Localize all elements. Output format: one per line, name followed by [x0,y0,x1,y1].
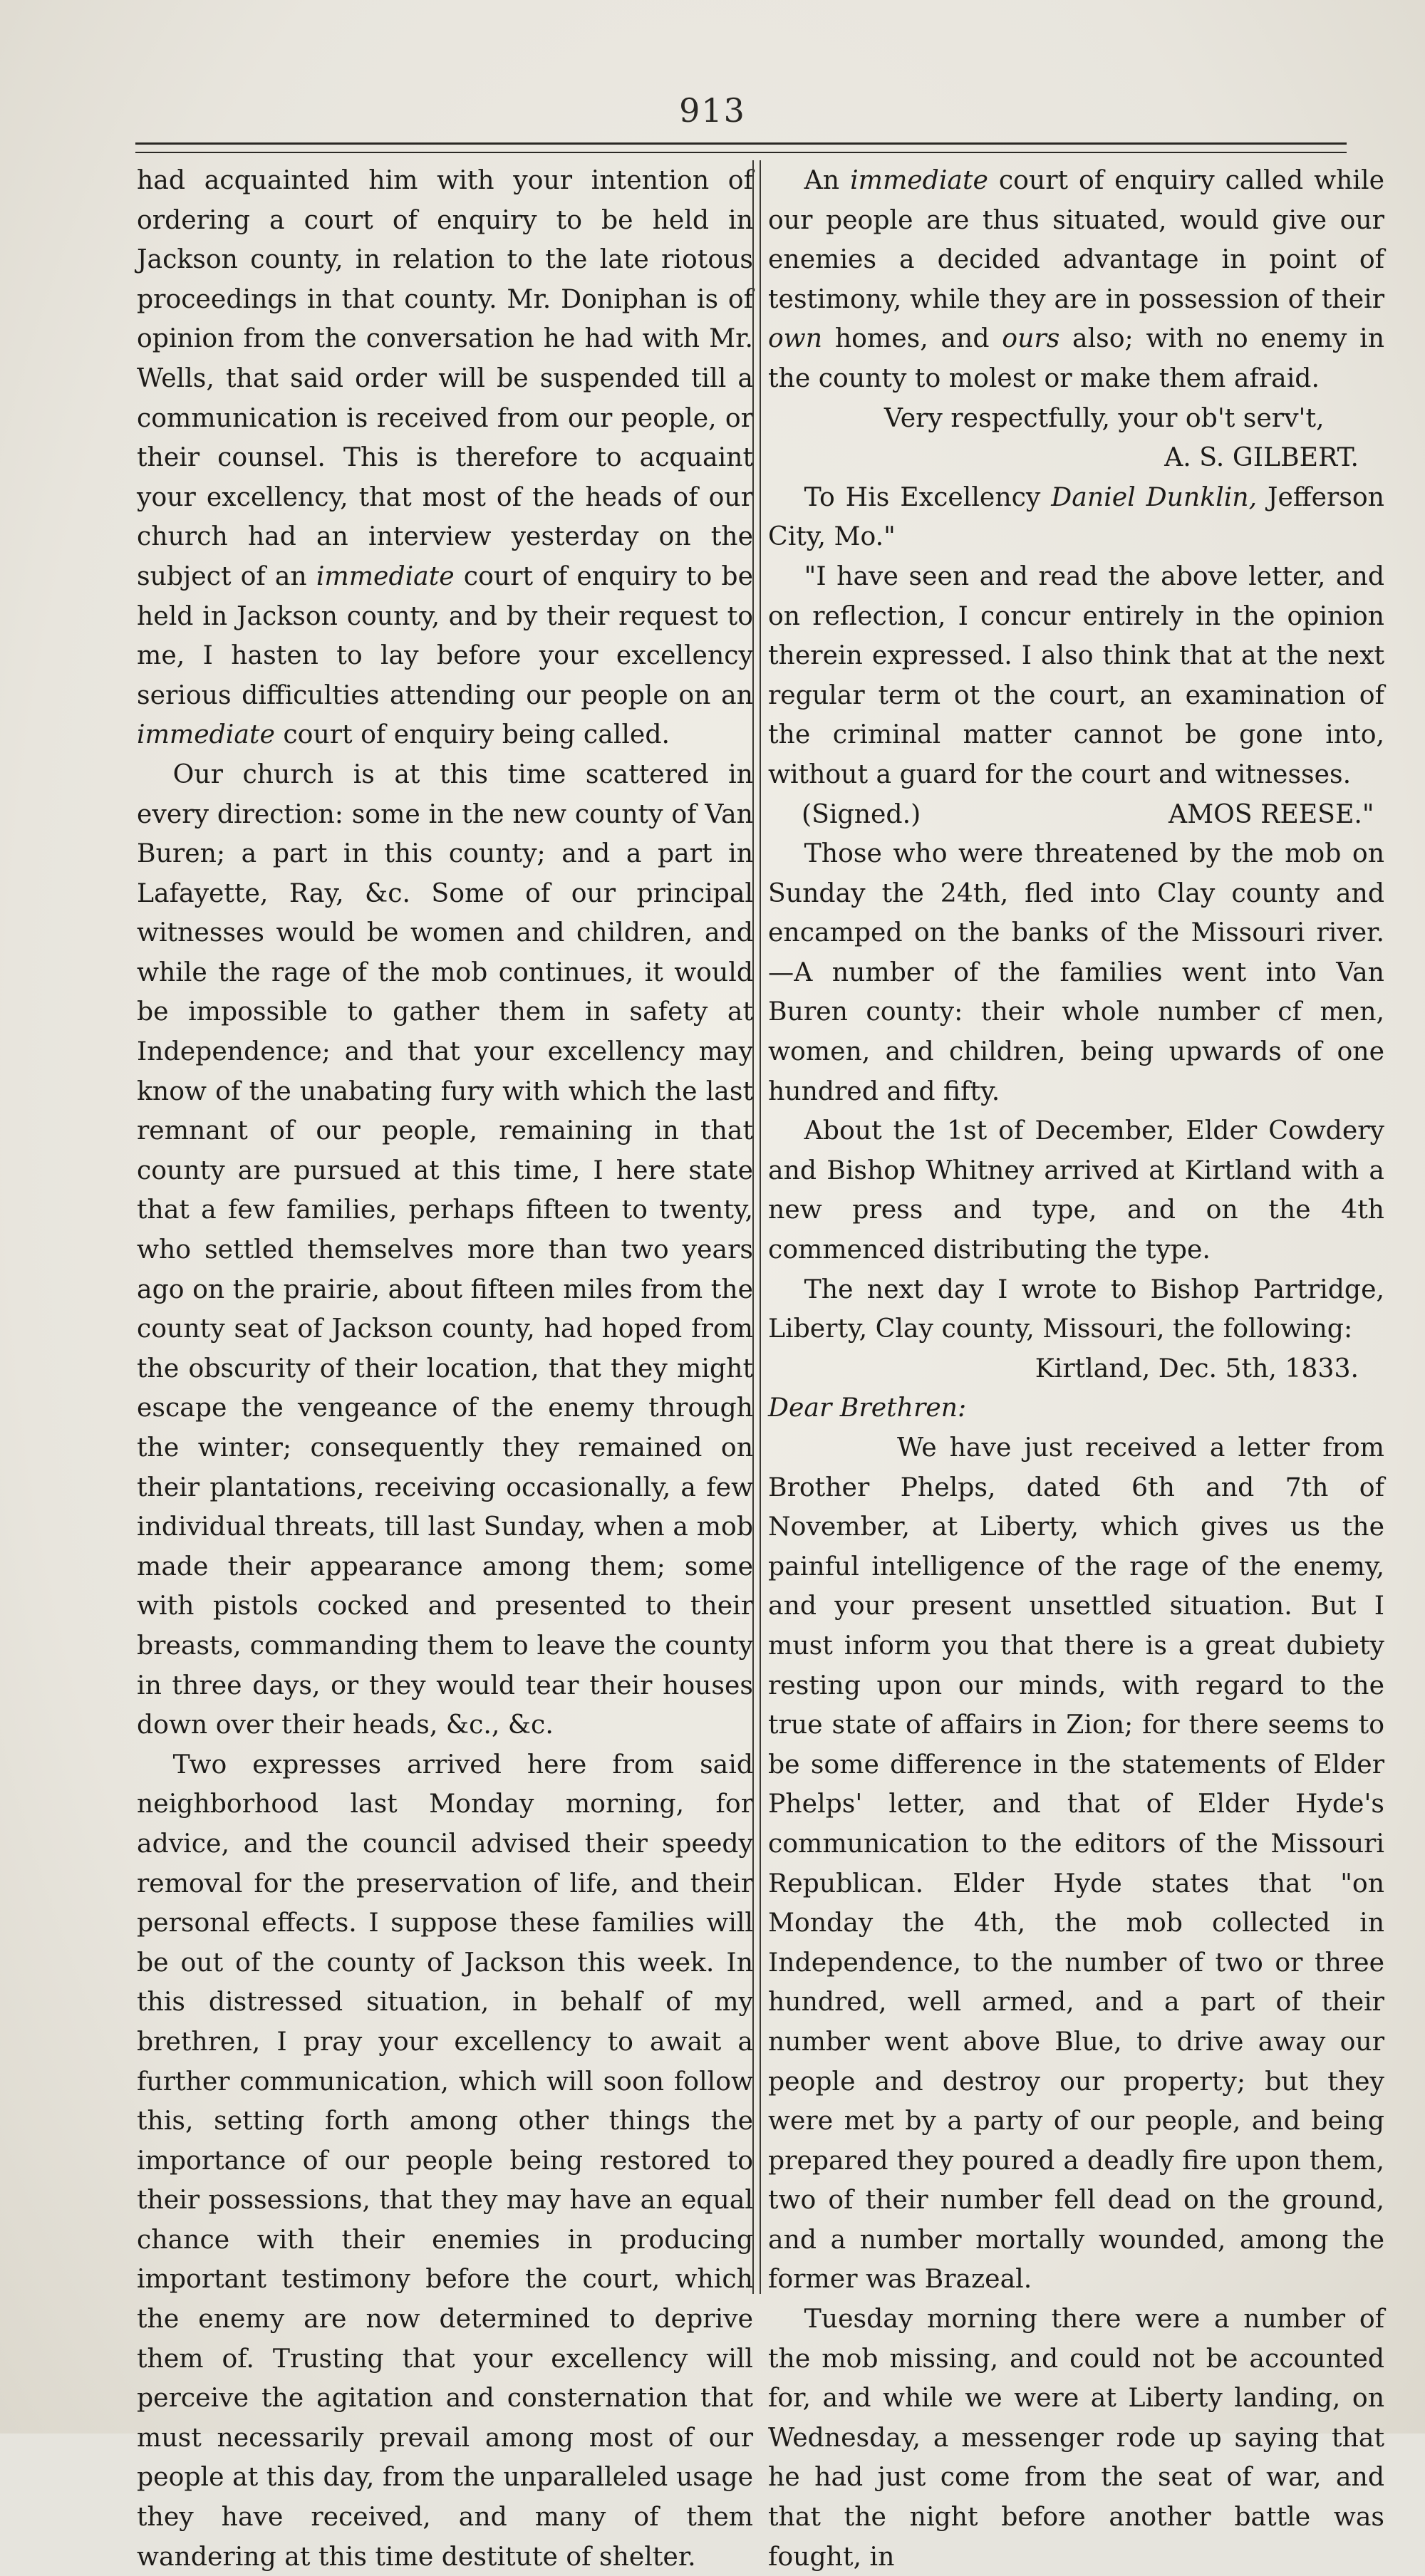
right-paragraph-2: "I have seen and read the above letter, and on reflection, I concur entirely in the opinion therein expressed. I also think that at the next regular term ot the court, an examination of the criminal matter cannot be gone into, without a guard for the court and witnesses. [768,560,1384,789]
text-run: Jefferson City, Mo." [768,481,1384,552]
right-paragraph-1 [768,160,1384,398]
emphasis-text: immediate [316,560,455,591]
emphasis-text: immediate [850,165,988,195]
right-column [768,160,1384,2576]
left-paragraph-2: Our church is at this time scattered in every direction: some in the new county of Van Buren; a part in this county; and a part in Lafayette, Ray, &c. Some of our principal witnesses would be women and children, and while the rage of the mob continues, it would be impossible to gather them in safety at Independence; and that your excellency may know of the unabating fury with which the last remnant of our people, remaining in that county are pursued at this time, I here state that a few families, perhaps fifteen to twenty, who settled themselves more than two years ago on the prairie, about fifteen miles from the county seat of Jackson county, had hoped from the obscurity of their location, that they might escape the vengeance of the enemy through the winter; consequently they remained on their plantations, receiving occasionally, a few individual threats, till last Sunday, when a mob made their appearance among them; some with pistols cocked and presented to their breasts, commanding them to leave the county in three days, or they would tear their houses down over their heads, &c., &c. [137,758,753,1740]
right-paragraph-5: The next day I wrote to Bishop Partridge, Liberty, Clay county, Missouri, the following: [768,1273,1384,1344]
salutation: Dear Brethren: [768,1392,967,1423]
right-paragraph-6: We have just received a letter from Brother Phelps, dated 6th and 7th of November, at Liberty, which gives us the painful intelligence of the rage of the enemy, and your present unsettled situation. But I must inform you that there is a great dubiety resting upon our minds, with regard to the true state of affairs in Zion; for there seems to be some difference in the statements of Elder Phelps' letter, and that of Elder Hyde's communication to the editors of the Missouri Republican. Elder Hyde states that "on Monday the 4th, the mob collected in Independence, to the number of two or three hundred, well armed, and a part of their number went above Blue, to drive away our people and destroy our property; but they were met by a party of our people, and being prepared they poured a deadly fire upon them, two of their number fell dead on the ground, and a number mortally wounded, among the former was Brazeal. [768,1432,1384,2295]
left-paragraph-1 [137,160,753,754]
emphasis-text: own [768,323,823,354]
column-divider [752,160,761,2294]
right-paragraph-7: Tuesday morning there were a number of the mob missing, and could not be accounted for, and while we were at Liberty landing, on Wednesday, a messenger rode up saying that he had just come from the seat of war, and that the night before another battle was fought, in [768,2303,1384,2572]
text-run: An [804,165,851,195]
text-run: court of enquiry called while our people are thus situated, would give our enemies a decided advantage in point of testimony, while they are in possession of their [768,165,1384,314]
header-rule [135,142,1347,153]
addressee-name: Daniel Dunklin, [1051,481,1258,512]
signed-name: AMOS REESE." [1168,798,1374,829]
text-run: had acquainted him with your intention of ordering a court of enquiry to be held in Jackson county, in relation to the late riotous proceedings in that county. Mr. Doniphan is of opinion from the conversation he had with Mr. Wells, that said order will be suspended till a communication is received from our people, or their counsel. This is therefore to acquaint your excellency, that most of the heads of our church had an interview yesterday on the subject of an [137,165,753,591]
letter-address [768,477,1384,556]
text-run: To His Excellency [804,481,1052,512]
letter-signature: A. S. GILBERT. [1164,442,1359,473]
page-number: 913 [679,91,746,130]
emphasis-text: immediate [137,719,275,750]
text-run: also; with no enemy in the county to molest or make them afraid. [768,323,1385,393]
letter-closing: Very respectfully, your ob't serv't, [884,402,1325,433]
text-run: court of enquiry being called. [274,719,670,750]
right-paragraph-4: About the 1st of December, Elder Cowdery and Bishop Whitney arrived at Kirtland with a new press and type, and on the 4th commenced distributing the type. [768,1115,1384,1265]
dateline: Kirtland, Dec. 5th, 1833. [1035,1352,1359,1383]
right-paragraph-3: Those who were threatened by the mob on Sunday the 24th, fled into Clay county and encamped on the banks of the Missouri river.—A number of the families went into Van Buren county: their whole number cf men, women, and children, being upwards of one hundred and fifty. [768,838,1384,1106]
signed-line [768,794,1384,834]
left-paragraph-3: Two expresses arrived here from said neighborhood last Monday morning, for advice, and the council advised their speedy removal for the preservation of life, and their personal effects. I suppose these families will be out of the county of Jackson this week. In this distressed situation, in behalf of my brethren, I pray your excellency to await a further communication, which will soon follow this, setting forth among other things the importance of our people being restored to their possessions, that they may have an equal chance with their enemies in producing important testimony before the court, which the enemy are now determined to deprive them of. Trusting that your excellency will perceive the agitation and consternation that must necessarily prevail among most of our people at this day, from the unparalleled usage they have received, and many of them wandering at this time destitute of shelter. [137,1748,753,2572]
emphasis-text: ours [1002,323,1060,354]
left-column [137,160,753,2576]
signed-label: (Signed.) [802,798,921,829]
text-run: homes, and [822,323,1002,354]
text-run: court of enquiry to be held in Jackson county, and by their request to me, I hasten to lay before your excellency serious difficulties attending our people on an [137,560,753,710]
